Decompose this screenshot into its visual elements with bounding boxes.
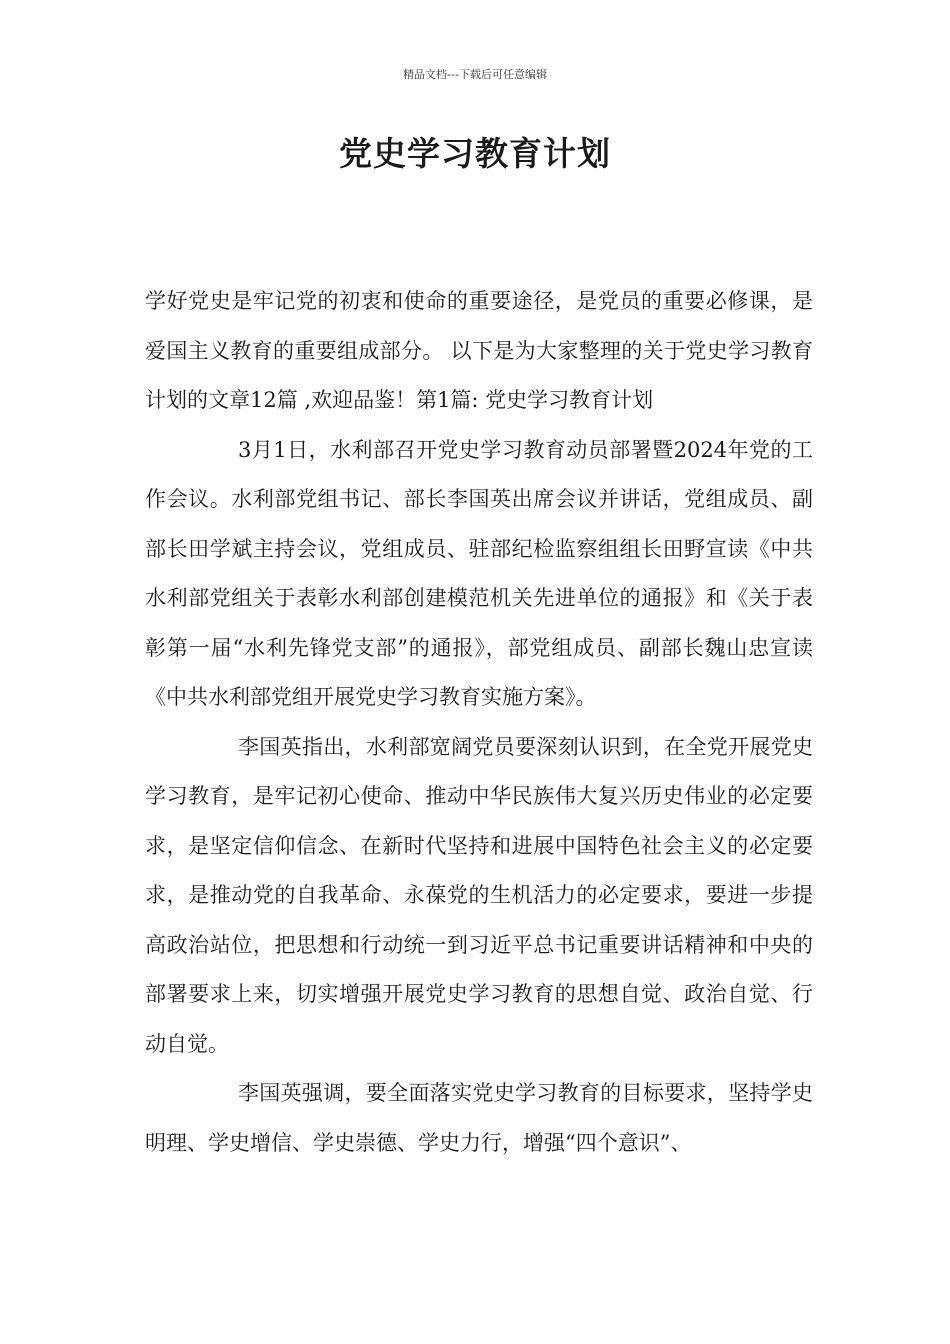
paragraph-emphasized: 李国英强调，要全面落实党史学习教育的目标要求，坚持学史明理、学史增信、学史崇德、学史力行，增强“四个意识”、	[145, 1081, 813, 1155]
document-title: 党史学习教育计划	[339, 134, 611, 173]
document-body	[145, 277, 813, 1168]
paragraph-meeting: 3月1日，水利部召开党史学习教育动员部署暨2024年党的工作会议。水利部党组书记、部长李国英出席会议并讲话，党组成员、副部长田学斌主持会议，党组成员、驻部纪检监察组组长田野宣读《中共水利部党组关于表彰水利部创建模范机关先进单位的通报》和《关于表彰第一届“水利先锋党支部”的通报》，部党组成员、副部长魏山忠宣读《中共水利部党组开展党史学习教育实施方案》。	[145, 437, 813, 709]
paragraph-intro: 学好党史是牢记党的初衷和使命的重要途径，是党员的重要必修课，是爱国主义教育的重要组成部分。 以下是为大家整理的关于党史学习教育计划的文章12篇 ,欢迎品鉴！第1篇: 党史学习教育计划	[145, 289, 813, 412]
paragraph-pointed-out: 李国英指出，水利部宽阔党员要深刻认识到，在全党开展党史学习教育，是牢记初心使命、推动中华民族伟大复兴历史伟业的必定要求，是坚定信仰信念、在新时代坚持和进展中国特色社会主义的必定要求，是推动党的自我革命、永葆党的生机活力的必定要求，要进一步提高政治站位，把思想和行动统一到习近平总书记重要讲话精神和中央的部署要求上来，切实增强开展党史学习教育的思想自觉、政治自觉、行动自觉。	[145, 734, 813, 1056]
header-note: 精品文档---下载后可任意编辑	[403, 68, 547, 81]
